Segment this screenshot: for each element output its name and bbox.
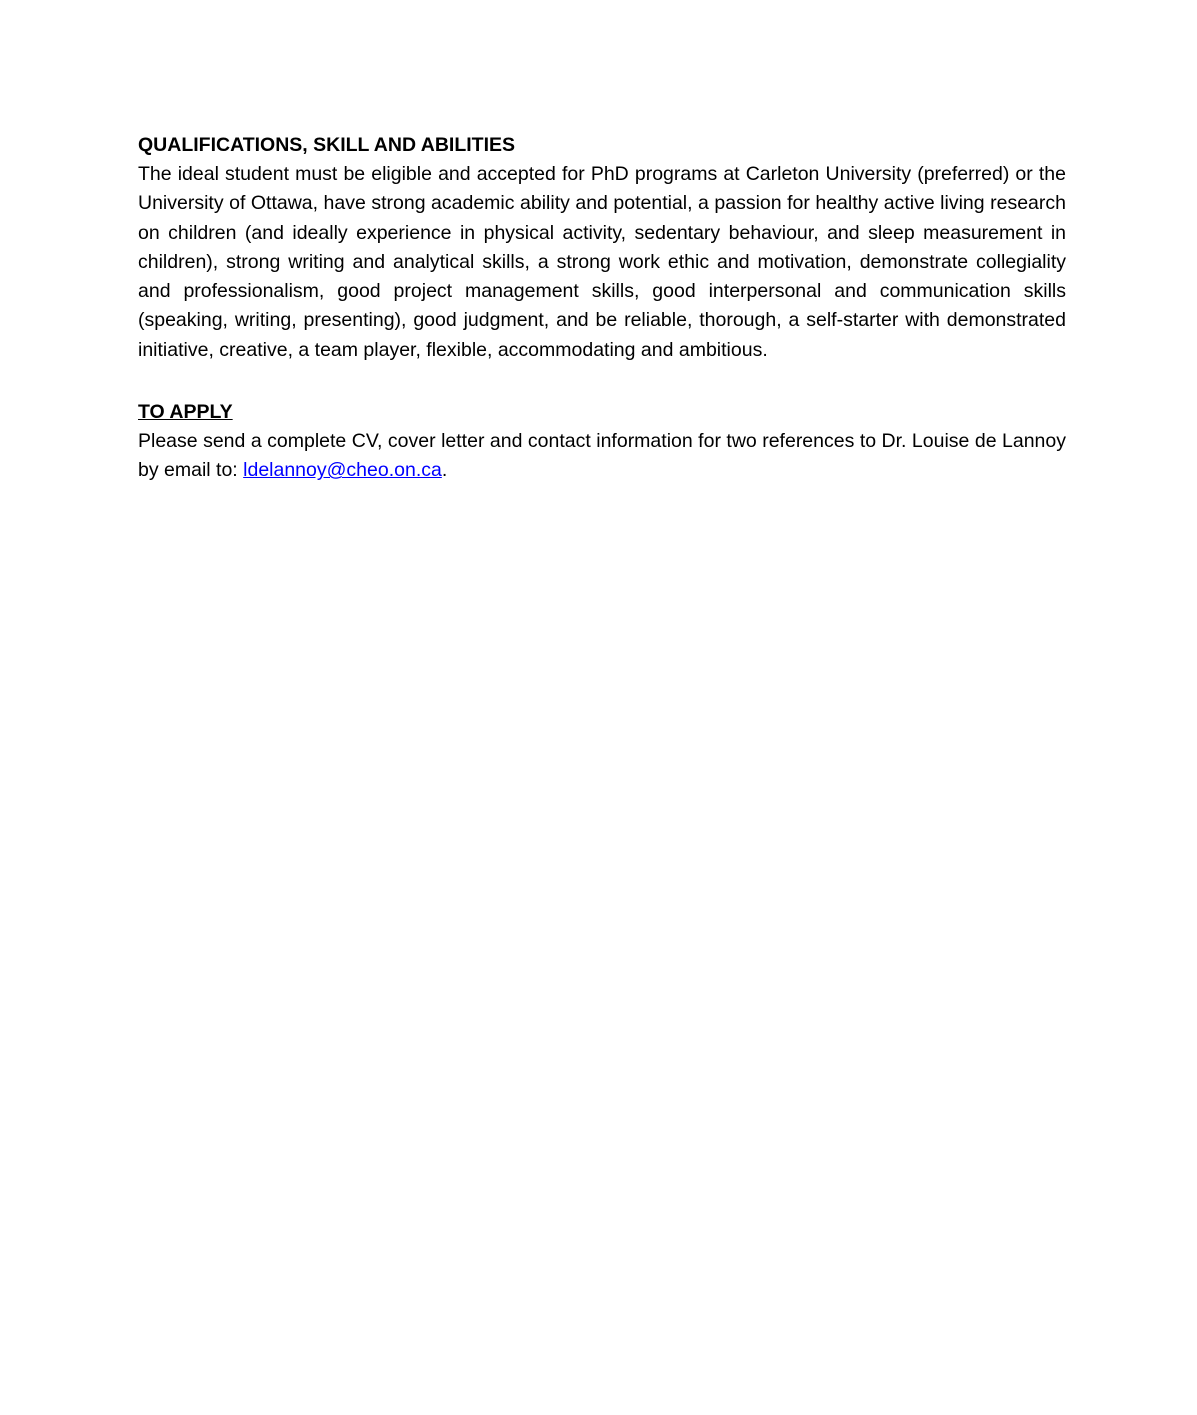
qualifications-heading: QUALIFICATIONS, SKILL AND ABILITIES: [138, 134, 515, 156]
apply-text-after-link: .: [441, 459, 448, 482]
apply-paragraph: [138, 427, 1066, 486]
qualifications-paragraph: The ideal student must be eligible and accepted for PhD programs at Carleton University (preferred) or the University of Ottawa, have strong academic ability and potential, a passion for healthy active living research on children (and ideally experience in physical activity, sedentary behaviour, and sleep measurement in children), strong writing and analytical skills, a strong work ethic and motivation, demonstrate collegiality and professionalism, good project management skills, good interpersonal and communication skills (speaking, writing, presenting), good judgment, and be reliable, thorough, a self-starter with demonstrated initiative, creative, a team player, flexible, accommodating and ambitious.: [138, 163, 1066, 361]
email-link[interactable]: ldelannoy@cheo.on.ca: [243, 459, 442, 482]
document-page: [138, 131, 1066, 486]
to-apply-heading: TO APPLY: [138, 401, 233, 424]
apply-text-before-link: Please send a complete CV, cover letter and contact information for two references to Dr. Louise de Lannoy by email to:: [138, 430, 1066, 482]
